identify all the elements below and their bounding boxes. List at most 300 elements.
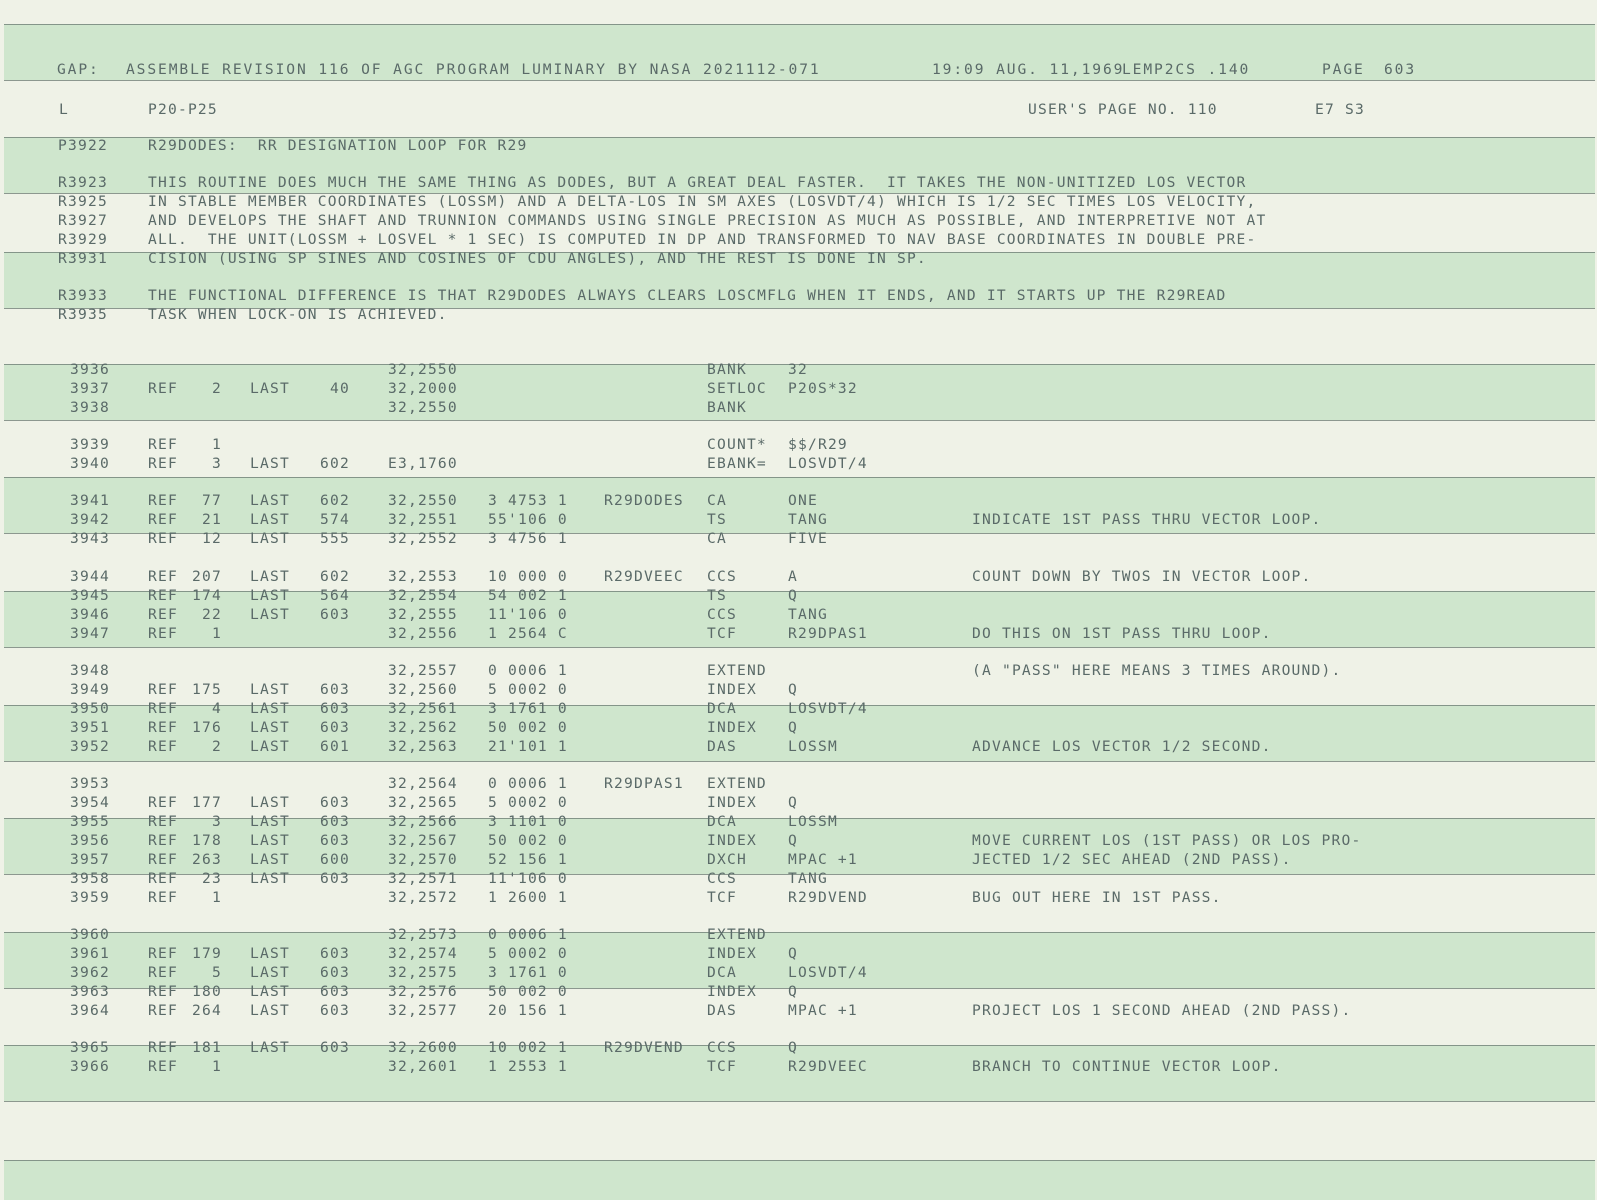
code-line [0,1039,1597,1057]
opcode: BANK [707,361,747,378]
remark-line [0,212,1597,230]
ref-label: REF [148,1039,178,1056]
opcode: DXCH [707,851,747,868]
octal-code: 0 0006 1 [488,775,568,792]
comment: INDICATE 1ST PASS THRU VECTOR LOOP. [972,511,1322,528]
ref-label: REF [148,700,178,717]
ref-label: REF [148,587,178,604]
line-number: 3952 [70,738,110,755]
listing-header [0,61,1597,79]
ref-count: 176 [192,719,222,736]
address: 32,2556 [388,625,458,642]
last-page: 600 [320,851,350,868]
last-label: LAST [250,983,290,1000]
ref-label: REF [148,530,178,547]
code-line [0,964,1597,982]
opcode: DAS [707,738,737,755]
last-page: 574 [320,511,350,528]
address: 32,2551 [388,511,458,528]
ref-label: REF [148,1058,178,1075]
line-number: 3964 [70,1002,110,1019]
ref-label: REF [148,964,178,981]
line-number: 3953 [70,775,110,792]
opcode: EXTEND [707,775,767,792]
ref-count: 77 [202,492,222,509]
code-line [0,775,1597,793]
address: 32,2566 [388,813,458,830]
remark-line [0,137,1597,155]
code-line [0,738,1597,756]
code-line [0,926,1597,944]
code-line [0,719,1597,737]
last-page: 602 [320,568,350,585]
operand: LOSVDT/4 [788,700,868,717]
last-page: 603 [320,700,350,717]
comment: PROJECT LOS 1 SECOND AHEAD (2ND PASS). [972,1002,1352,1019]
code-line [0,945,1597,963]
last-label: LAST [250,851,290,868]
last-page: 603 [320,870,350,887]
ref-label: REF [148,511,178,528]
code-line [0,813,1597,831]
last-page: 602 [320,492,350,509]
ref-count: 1 [212,625,222,642]
last-page: 603 [320,719,350,736]
opcode: INDEX [707,719,757,736]
last-page: 603 [320,964,350,981]
opcode: CCS [707,1039,737,1056]
ref-count: 179 [192,945,222,962]
octal-code: 5 0002 0 [488,681,568,698]
line-number: 3948 [70,662,110,679]
ref-label: REF [148,794,178,811]
opcode: TCF [707,1058,737,1075]
ref-label: REF [148,983,178,1000]
remark-id: R3929 [58,231,108,248]
users-page-number: USER'S PAGE NO. 110 [1028,101,1218,118]
line-number: 3960 [70,926,110,943]
assembly-title: ASSEMBLE REVISION 116 OF AGC PROGRAM LUMINARY BY NASA 2021112-071 [126,61,821,78]
ref-count: 2 [212,380,222,397]
octal-code: 3 4756 1 [488,530,568,547]
ref-count: 178 [192,832,222,849]
code-line [0,380,1597,398]
operand: Q [788,587,798,604]
last-label: LAST [250,794,290,811]
ref-label: REF [148,568,178,585]
ref-count: 207 [192,568,222,585]
line-number: 3956 [70,832,110,849]
remark-text: THIS ROUTINE DOES MUCH THE SAME THING AS DODES, BUT A GREAT DEAL FASTER. IT TAKES THE NON-UNITIZED LOS VECTOR [148,174,1247,191]
octal-code: 11'106 0 [488,606,568,623]
last-page: 603 [320,983,350,1000]
line-number: 3966 [70,1058,110,1075]
timestamp: 19:09 AUG. 11,1969 [932,61,1125,78]
last-page: 603 [320,1039,350,1056]
address: 32,2555 [388,606,458,623]
operand: Q [788,681,798,698]
comment: JECTED 1/2 SEC AHEAD (2ND PASS). [972,851,1292,868]
operand: FIVE [788,530,828,547]
operand: MPAC +1 [788,1002,858,1019]
code-line [0,1058,1597,1076]
opcode: EBANK= [707,455,767,472]
ref-count: 4 [212,700,222,717]
line-number: 3938 [70,399,110,416]
remark-id: P3922 [58,137,108,154]
operand: $$/R29 [788,436,848,453]
code-line [0,794,1597,812]
line-number: 3949 [70,681,110,698]
code-line [0,511,1597,529]
last-label: LAST [250,870,290,887]
last-label: LAST [250,700,290,717]
operand: TANG [788,870,828,887]
last-label: LAST [250,719,290,736]
address: 32,2564 [388,775,458,792]
address: 32,2577 [388,1002,458,1019]
address: 32,2000 [388,380,458,397]
line-number: 3965 [70,1039,110,1056]
operand: TANG [788,511,828,528]
ref-label: REF [148,851,178,868]
ref-label: REF [148,1002,178,1019]
code-line [0,662,1597,680]
address: 32,2552 [388,530,458,547]
octal-code: 21'101 1 [488,738,568,755]
opcode: CA [707,530,727,547]
address: 32,2560 [388,681,458,698]
remark-text: CISION (USING SP SINES AND COSINES OF CDU ANGLES), AND THE REST IS DONE IN SP. [148,250,927,267]
opcode: INDEX [707,681,757,698]
opcode: CA [707,492,727,509]
line-number: 3963 [70,983,110,1000]
address: 32,2575 [388,964,458,981]
address: 32,2600 [388,1039,458,1056]
operand: MPAC +1 [788,851,858,868]
operand: LOSVDT/4 [788,964,868,981]
line-number: 3954 [70,794,110,811]
address: 32,2554 [388,587,458,604]
ref-count: 177 [192,794,222,811]
rule [4,477,1595,478]
last-page: 40 [330,380,350,397]
code-line [0,399,1597,417]
opcode: DCA [707,700,737,717]
octal-code: 3 1761 0 [488,700,568,717]
code-line [0,625,1597,643]
line-number: 3950 [70,700,110,717]
rule [4,24,1595,25]
address: 32,2561 [388,700,458,717]
comment: MOVE CURRENT LOS (1ST PASS) OR LOS PRO- [972,832,1362,849]
remark-id: R3923 [58,174,108,191]
line-number: 3962 [70,964,110,981]
address: 32,2576 [388,983,458,1000]
ref-count: 263 [192,851,222,868]
ref-count: 175 [192,681,222,698]
ref-label: REF [148,681,178,698]
ref-count: 3 [212,813,222,830]
code-line [0,606,1597,624]
last-label: LAST [250,530,290,547]
code-line [0,1002,1597,1020]
code-line [0,455,1597,473]
ref-count: 180 [192,983,222,1000]
line-number: 3944 [70,568,110,585]
octal-code: 3 1761 0 [488,964,568,981]
code-line [0,700,1597,718]
last-label: LAST [250,945,290,962]
last-label: LAST [250,681,290,698]
address: 32,2571 [388,870,458,887]
operand: ONE [788,492,818,509]
address: 32,2550 [388,399,458,416]
opcode: TCF [707,889,737,906]
comment: (A "PASS" HERE MEANS 3 TIMES AROUND). [972,662,1342,679]
remark-line [0,231,1597,249]
line-number: 3941 [70,492,110,509]
operand: Q [788,794,798,811]
line-number: 3940 [70,455,110,472]
address: 32,2567 [388,832,458,849]
line-number: 3945 [70,587,110,604]
opcode: BANK [707,399,747,416]
opcode: CCS [707,870,737,887]
symbol-label: R29DODES [604,492,684,509]
ref-count: 1 [212,889,222,906]
address: 32,2550 [388,361,458,378]
octal-code: 20 156 1 [488,1002,568,1019]
octal-code: 3 1101 0 [488,813,568,830]
ref-count: 12 [202,530,222,547]
address: 32,2557 [388,662,458,679]
line-number: 3955 [70,813,110,830]
last-label: LAST [250,813,290,830]
address: 32,2565 [388,794,458,811]
comment: BRANCH TO CONTINUE VECTOR LOOP. [972,1058,1282,1075]
code-line [0,832,1597,850]
comment: DO THIS ON 1ST PASS THRU LOOP. [972,625,1272,642]
ref-label: REF [148,492,178,509]
last-label: LAST [250,964,290,981]
opcode: INDEX [707,794,757,811]
octal-code: 50 002 0 [488,719,568,736]
ref-label: REF [148,380,178,397]
opcode: SETLOC [707,380,767,397]
last-label: LAST [250,832,290,849]
last-label: LAST [250,492,290,509]
octal-code: 1 2553 1 [488,1058,568,1075]
symbol-label: R29DVEEC [604,568,684,585]
opcode: CCS [707,568,737,585]
remark-id: R3935 [58,306,108,323]
last-page: 601 [320,738,350,755]
remark-line [0,287,1597,305]
line-number: 3943 [70,530,110,547]
rule [4,1101,1595,1102]
last-label: LAST [250,380,290,397]
address: 32,2553 [388,568,458,585]
octal-code: 0 0006 1 [488,662,568,679]
operand: R29DPAS1 [788,625,868,642]
ref-label: REF [148,945,178,962]
operand: Q [788,719,798,736]
last-label: LAST [250,587,290,604]
opcode: INDEX [707,832,757,849]
last-page: 603 [320,1002,350,1019]
card-info: E7 S3 [1315,101,1365,118]
code-line [0,361,1597,379]
code-line [0,587,1597,605]
ref-count: 5 [212,964,222,981]
remark-text: THE FUNCTIONAL DIFFERENCE IS THAT R29DODES ALWAYS CLEARS LOSCMFLG WHEN IT ENDS, AND IT STARTS UP THE R29READ [148,287,1227,304]
opcode: TCF [707,625,737,642]
operand: R29DVEND [788,889,868,906]
opcode: EXTEND [707,662,767,679]
last-label: LAST [250,455,290,472]
octal-code: 1 2600 1 [488,889,568,906]
last-page: 564 [320,587,350,604]
last-label: LAST [250,568,290,585]
opcode: INDEX [707,983,757,1000]
code-line [0,870,1597,888]
symbol-label: R29DVEND [604,1039,684,1056]
operand: LOSSM [788,813,838,830]
page-number: 603 [1384,61,1417,78]
octal-code: 50 002 0 [488,832,568,849]
code-line [0,492,1597,510]
gap-label: GAP: [57,61,100,78]
page-label: PAGE [1322,61,1365,78]
code-line [0,530,1597,548]
code-line [0,983,1597,1001]
ref-count: 21 [202,511,222,528]
job-name: LEMP2CS .140 [1122,61,1251,78]
opcode: COUNT* [707,436,767,453]
rule [4,1160,1595,1161]
octal-code: 54 002 1 [488,587,568,604]
opcode: DCA [707,964,737,981]
code-line [0,568,1597,586]
line-number: 3959 [70,889,110,906]
ref-count: 23 [202,870,222,887]
remark-id: R3931 [58,250,108,267]
ref-label: REF [148,738,178,755]
remark-text: R29DODES: RR DESIGNATION LOOP FOR R29 [148,137,528,154]
remark-line [0,250,1597,268]
operand: 32 [788,361,808,378]
ref-count: 174 [192,587,222,604]
opcode: CCS [707,606,737,623]
remark-id: R3927 [58,212,108,229]
operand: Q [788,832,798,849]
address: 32,2573 [388,926,458,943]
ref-count: 3 [212,455,222,472]
ref-label: REF [148,436,178,453]
last-label: LAST [250,1002,290,1019]
code-line [0,436,1597,454]
operand: Q [788,945,798,962]
line-number: 3958 [70,870,110,887]
rule [4,647,1595,648]
last-page: 603 [320,945,350,962]
ref-label: REF [148,455,178,472]
octal-code: 11'106 0 [488,870,568,887]
line-number: 3942 [70,511,110,528]
last-page: 603 [320,681,350,698]
ref-count: 264 [192,1002,222,1019]
address: 32,2570 [388,851,458,868]
comment: BUG OUT HERE IN 1ST PASS. [972,889,1222,906]
line-number: 3946 [70,606,110,623]
operand: A [788,568,798,585]
operand: Q [788,983,798,1000]
line-number: 3957 [70,851,110,868]
line-number: 3939 [70,436,110,453]
code-line [0,851,1597,869]
listing-subheader [0,101,1597,119]
rule [4,420,1595,421]
octal-code: 10 000 0 [488,568,568,585]
remark-text: AND DEVELOPS THE SHAFT AND TRUNNION COMMANDS USING SINGLE PRECISION AS MUCH AS POSSIBLE, AND INTERPRETIVE NOT AT [148,212,1267,229]
remark-line [0,174,1597,192]
comment: COUNT DOWN BY TWOS IN VECTOR LOOP. [972,568,1312,585]
ref-count: 1 [212,1058,222,1075]
ref-count: 1 [212,436,222,453]
ref-label: REF [148,813,178,830]
octal-code: 10 002 1 [488,1039,568,1056]
octal-code: 1 2564 C [488,625,568,642]
ref-label: REF [148,719,178,736]
last-page: 603 [320,832,350,849]
address: 32,2550 [388,492,458,509]
line-number: 3951 [70,719,110,736]
section-name: P20-P25 [148,101,218,118]
ref-label: REF [148,832,178,849]
octal-code: 0 0006 1 [488,926,568,943]
octal-code: 55'106 0 [488,511,568,528]
ref-count: 22 [202,606,222,623]
remark-id: R3933 [58,287,108,304]
symbol-label: R29DPAS1 [604,775,684,792]
ref-label: REF [148,889,178,906]
last-label: LAST [250,606,290,623]
address: 32,2562 [388,719,458,736]
last-page: 555 [320,530,350,547]
address: E3,1760 [388,455,458,472]
ref-count: 181 [192,1039,222,1056]
last-label: LAST [250,1039,290,1056]
opcode: DCA [707,813,737,830]
remark-text: ALL. THE UNIT(LOSSM + LOSVEL * 1 SEC) IS COMPUTED IN DP AND TRANSFORMED TO NAV BASE COORDINATES IN DOUBLE PRE- [148,231,1257,248]
code-line [0,681,1597,699]
log-section-flag: L [59,101,69,118]
last-page: 602 [320,455,350,472]
address: 32,2574 [388,945,458,962]
rule [4,761,1595,762]
code-line [0,889,1597,907]
line-number: 3936 [70,361,110,378]
remark-text: IN STABLE MEMBER COORDINATES (LOSSM) AND A DELTA-LOS IN SM AXES (LOSVDT/4) WHICH IS 1/2 SEC TIMES LOS VELOCITY, [148,193,1257,210]
line-number: 3947 [70,625,110,642]
last-label: LAST [250,511,290,528]
ref-label: REF [148,870,178,887]
octal-code: 3 4753 1 [488,492,568,509]
address: 32,2601 [388,1058,458,1075]
remark-id: R3925 [58,193,108,210]
opcode: DAS [707,1002,737,1019]
